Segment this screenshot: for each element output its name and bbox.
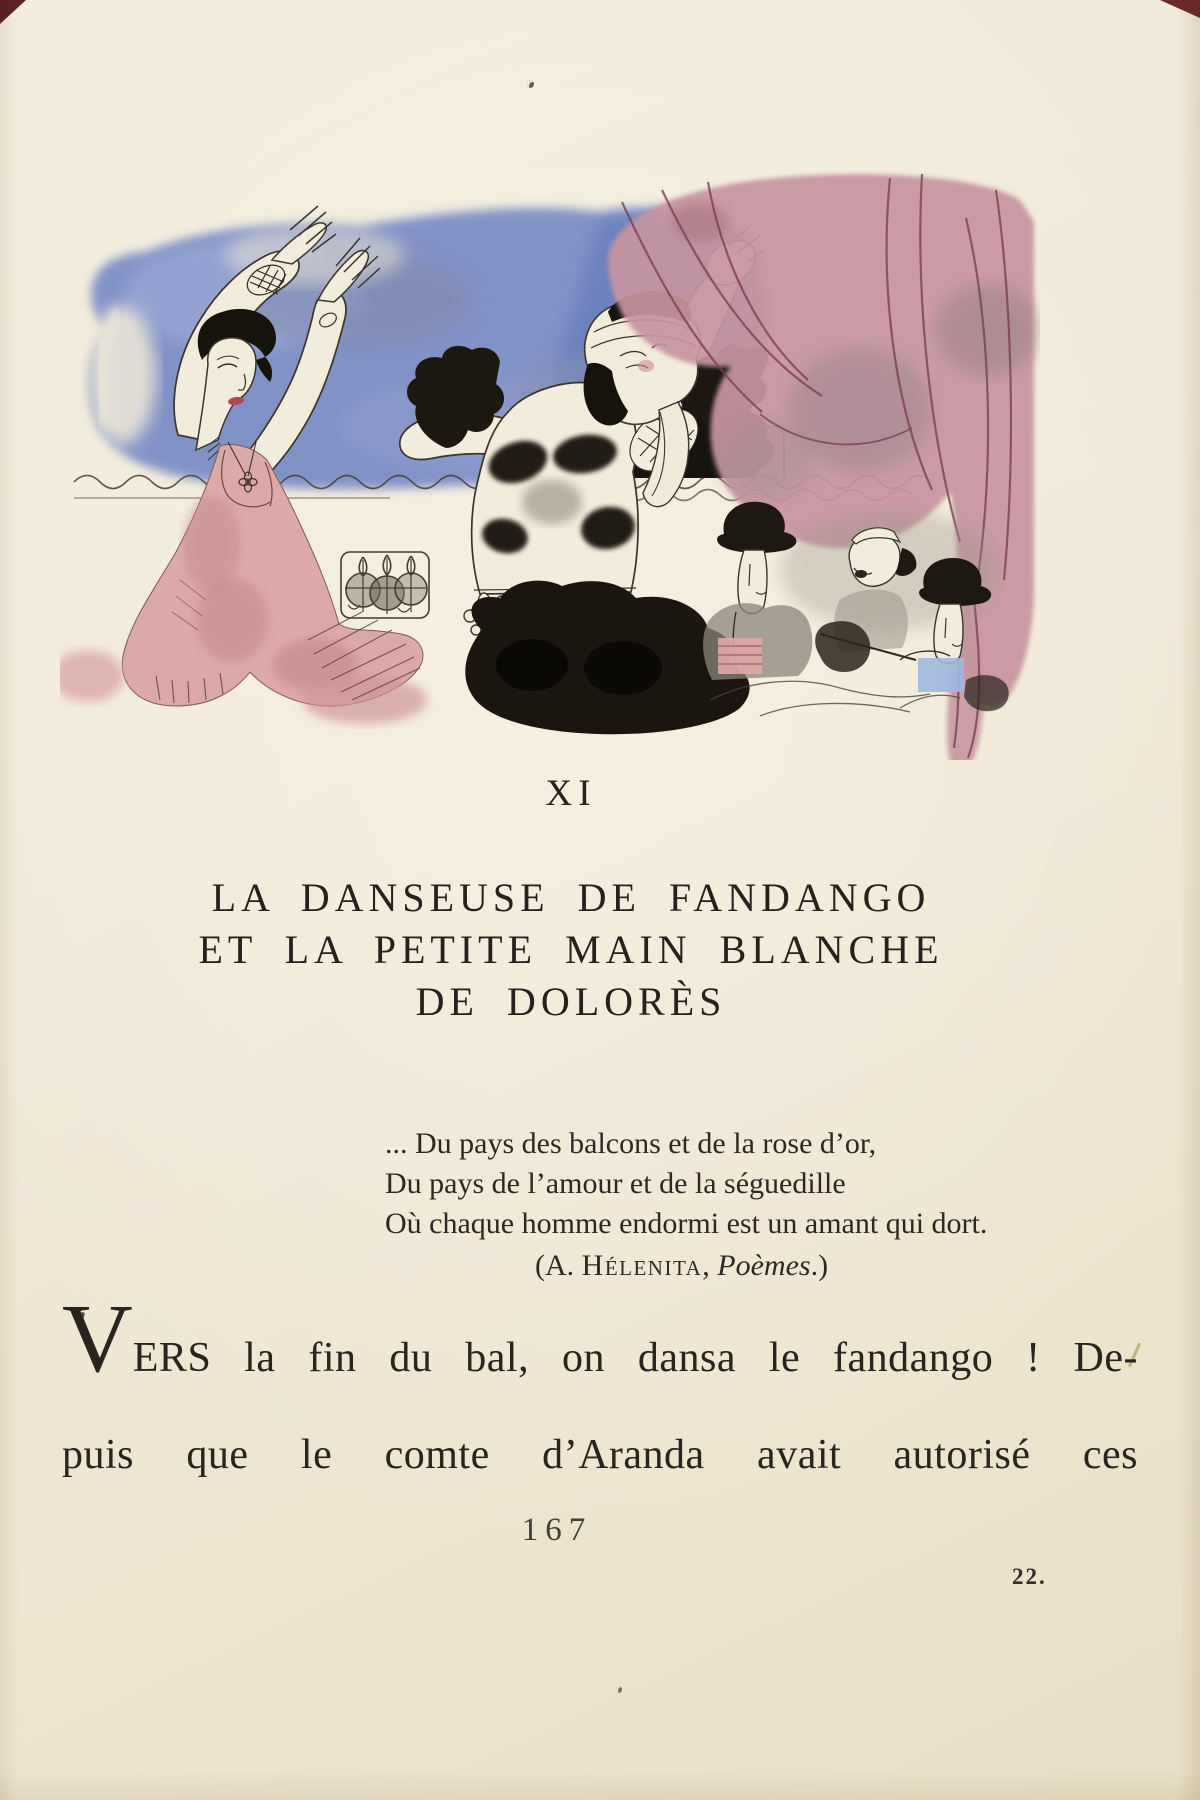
epigraph-attribution xyxy=(535,1246,1105,1286)
attribution-close: .) xyxy=(810,1249,829,1282)
body-text xyxy=(62,1285,1138,1480)
chapter-title-line: ET LA PETITE MAIN BLANCHE xyxy=(198,927,944,972)
body-line-1 xyxy=(62,1285,1138,1416)
chapter-number: XI xyxy=(545,773,597,814)
epigraph-line: Du pays de l’amour et de la séguedille xyxy=(385,1167,846,1200)
raised-initial: V xyxy=(62,1285,133,1393)
body-line-2: puis que le comte d’Aranda avait autorisé ces xyxy=(62,1432,1138,1478)
attribution-separator: , xyxy=(702,1249,718,1282)
attribution-author: Hélenita xyxy=(581,1249,703,1282)
epigraph xyxy=(385,1124,1105,1286)
attribution-open: (A. xyxy=(535,1249,582,1282)
attribution-work: Poèmes xyxy=(717,1249,811,1282)
chapter-title xyxy=(60,872,1140,1028)
chapter-title-line: LA DANSEUSE DE FANDANGO xyxy=(211,875,931,920)
signature-mark: 22. xyxy=(1012,1564,1047,1589)
grille-window xyxy=(341,552,429,618)
epigraph-line: ... Du pays des balcons et de la rose d’or, xyxy=(385,1127,877,1160)
paper-speck xyxy=(527,80,534,88)
chapter-title-line: DE DOLORÈS xyxy=(415,979,727,1024)
page-corner-mark xyxy=(0,0,26,24)
page-number: 167 xyxy=(521,1512,593,1548)
page-corner-mark xyxy=(1160,0,1200,18)
paper-speck xyxy=(616,1686,622,1693)
epigraph-line: Où chaque homme endormi est un amant qui dort. xyxy=(385,1207,988,1240)
fandango-illustration xyxy=(60,160,1040,760)
body-line-1-text: ERS la fin du bal, on dansa le fandango ! De- xyxy=(132,1335,1138,1381)
